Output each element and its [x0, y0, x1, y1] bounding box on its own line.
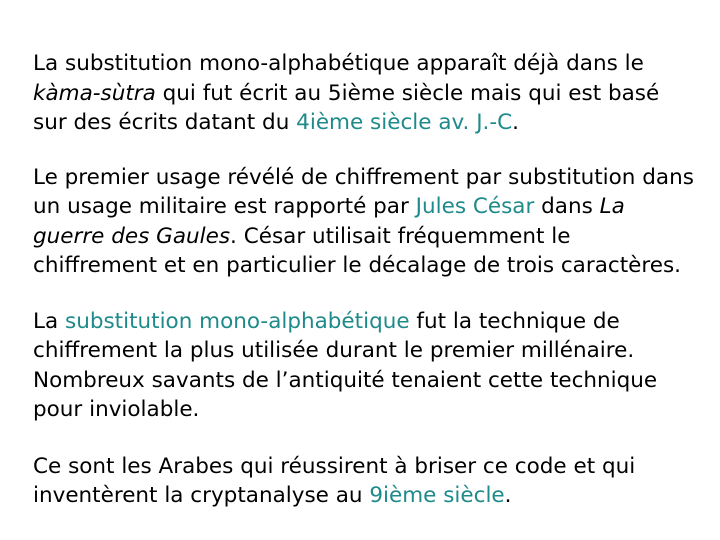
- text-run: chiffrement et en particulier le décalage de trois caractères.: [33, 253, 681, 278]
- highlight-link-4th-century-bc[interactable]: 4ième siècle av. J.-C: [296, 110, 513, 135]
- text-run-italic: kàma-sùtra: [33, 80, 156, 106]
- paragraph-monoalphabetic-origin: [33, 49, 693, 138]
- text-line: [33, 336, 693, 366]
- paragraph-most-used-technique: [33, 307, 693, 425]
- paragraph-arab-cryptanalysis: [33, 452, 693, 511]
- text-run: qui fut écrit au 5ième siècle mais qui est basé: [155, 80, 660, 106]
- text-run: Le premier usage révélé de chiffrement par substitution dans: [33, 164, 694, 190]
- text-run-italic: La: [599, 194, 625, 219]
- text-line: [33, 49, 693, 79]
- text-run: La substitution mono-alphabétique apparaît déjà dans le: [33, 51, 644, 76]
- text-run: Ce sont les Arabes qui réussirent à briser ce code et qui: [33, 453, 636, 479]
- text-run: La: [33, 308, 65, 334]
- text-line: [33, 108, 693, 138]
- text-run: . César utilisait fréquemment le: [230, 223, 571, 249]
- text-line: [33, 395, 693, 425]
- text-run: un usage militaire est rapporté par: [33, 194, 416, 219]
- text-run: .: [504, 483, 512, 508]
- highlight-link-substitution-mono-alphabetique[interactable]: substitution mono-alphabétique: [65, 308, 410, 334]
- text-run: Nombreux savants de l’antiquité tenaient cette technique: [33, 367, 658, 393]
- text-line: [33, 307, 693, 337]
- slide-text-body: [33, 49, 693, 511]
- paragraph-julius-caesar: [33, 163, 693, 281]
- text-line: [33, 251, 693, 281]
- highlight-link-jules-cesar[interactable]: Jules César: [415, 194, 535, 219]
- text-line: [33, 222, 693, 252]
- text-run: dans: [534, 194, 600, 219]
- text-line: [33, 192, 693, 222]
- text-run: pour inviolable.: [33, 397, 200, 422]
- text-line: [33, 79, 693, 109]
- text-run: inventèrent la cryptanalyse au: [33, 483, 370, 508]
- highlight-link-9th-century[interactable]: 9ième siècle: [369, 483, 505, 508]
- text-line: [33, 481, 693, 511]
- text-run-italic: guerre des Gaules: [33, 223, 231, 249]
- text-run: sur des écrits datant du: [33, 110, 297, 135]
- text-run: .: [512, 110, 520, 135]
- text-line: [33, 163, 693, 193]
- text-line: [33, 366, 693, 396]
- text-run: fut la technique de: [409, 308, 620, 334]
- text-line: [33, 452, 693, 482]
- text-run: chiffrement la plus utilisée durant le premier millénaire.: [33, 338, 635, 363]
